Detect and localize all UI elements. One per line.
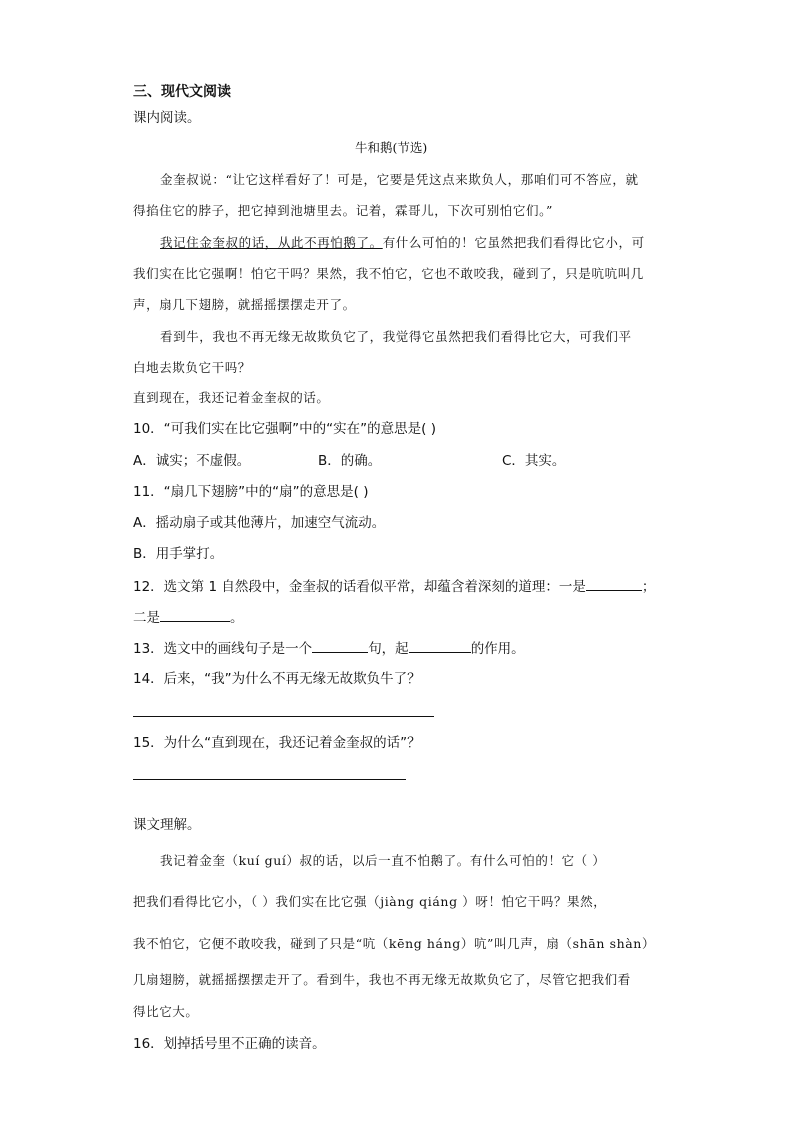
passage-line: 声，扇几下翅膀，就摇摇摆摆走开了。	[133, 297, 356, 312]
question-text: 13．选文中的画线句子是一个	[133, 641, 313, 657]
passage-line: 得比它大。	[133, 1004, 199, 1019]
question-text: 二是	[133, 610, 160, 626]
option-b: B．的确。	[318, 453, 382, 469]
answer-blank[interactable]	[586, 576, 642, 591]
underlined-sentence: 我记住金奎叔的话，从此不再怕鹅了。	[160, 235, 383, 250]
question-text: 的作用。	[470, 641, 525, 657]
passage-line: 金奎叔说：“让它这样看好了！可是，它要是凭这点来欺负人，那咱们可不答应，就	[160, 172, 639, 187]
passage-line: 几扇翅膀，就摇摇摆摆走开了。看到牛，我也不再无缘无故欺负它了，尽管它把我们看	[133, 972, 631, 987]
question-text: 。	[230, 610, 244, 626]
question-11: 11．“扇几下翅膀”中的“扇”的意思是( )	[133, 484, 369, 500]
question-10: 10．“可我们实在比它强啊”中的“实在”的意思是( )	[133, 421, 436, 437]
option-b: B．用手掌打。	[133, 546, 224, 562]
passage-line: 把我们看得比它小，（ ）我们实在比它强（jiàng qiáng ）呀！怕它干吗？果然，	[133, 894, 607, 909]
option-a: A．诚实；不虚假。	[133, 453, 251, 469]
passage-line: 看到牛，我也不再无缘无故欺负它了，我觉得它虽然把我们看得比它大，可我们平	[160, 329, 632, 344]
question-15: 15．为什么“直到现在，我还记着金奎叔的话”？	[133, 735, 421, 751]
answer-blank[interactable]	[160, 607, 230, 622]
passage-line: 白地去欺负它干吗？	[133, 360, 251, 375]
sub-heading: 课内阅读。	[133, 110, 201, 126]
option-c: C．其实。	[502, 453, 566, 469]
passage-line	[160, 233, 645, 253]
question-text: ；	[641, 579, 656, 595]
passage-line: 得掐住它的脖子，把它掉到池塘里去。记着，霖哥儿，下次可别怕它们。”	[133, 203, 553, 218]
answer-line[interactable]	[133, 779, 406, 780]
answer-blank[interactable]	[312, 638, 368, 653]
question-12	[133, 576, 655, 597]
question-text: 12．选文第 1 自然段中，金奎叔的话看似平常，却蕴含着深刻的道理：一是	[133, 579, 586, 595]
passage-title: 牛和鹅(节选)	[355, 140, 428, 155]
question-14: 14．后来，“我”为什么不再无缘无故欺负牛了？	[133, 671, 421, 687]
passage-line: 我们实在比它强啊！怕它干吗？果然，我不怕它，它也不敢咬我，碰到了，只是吭吭叫几	[133, 266, 644, 281]
answer-line[interactable]	[133, 716, 434, 717]
question-12-cont	[133, 607, 244, 628]
section-heading: 三、现代文阅读	[133, 84, 231, 100]
passage-text: 有什么可怕的！它虽然把我们看得比它小，可	[382, 235, 645, 250]
question-text: 句，起	[368, 641, 409, 657]
passage-line: 我记着金奎（kuí guí）叔的话，以后一直不怕鹅了。有什么可怕的！它（ ）	[160, 853, 606, 868]
answer-blank[interactable]	[409, 638, 471, 653]
question-13	[133, 638, 525, 659]
section-2-heading: 课文理解。	[133, 817, 201, 833]
passage-line: 直到现在，我还记着金奎叔的话。	[133, 390, 330, 405]
question-16: 16．划掉括号里不正确的读音。	[133, 1036, 326, 1052]
passage-line: 我不怕它，它便不敢咬我，碰到了只是“吭（kēng háng）吭”叫几声，扇（shān shàn）	[133, 936, 656, 951]
option-a: A．摇动扇子或其他薄片，加速空气流动。	[133, 515, 386, 531]
